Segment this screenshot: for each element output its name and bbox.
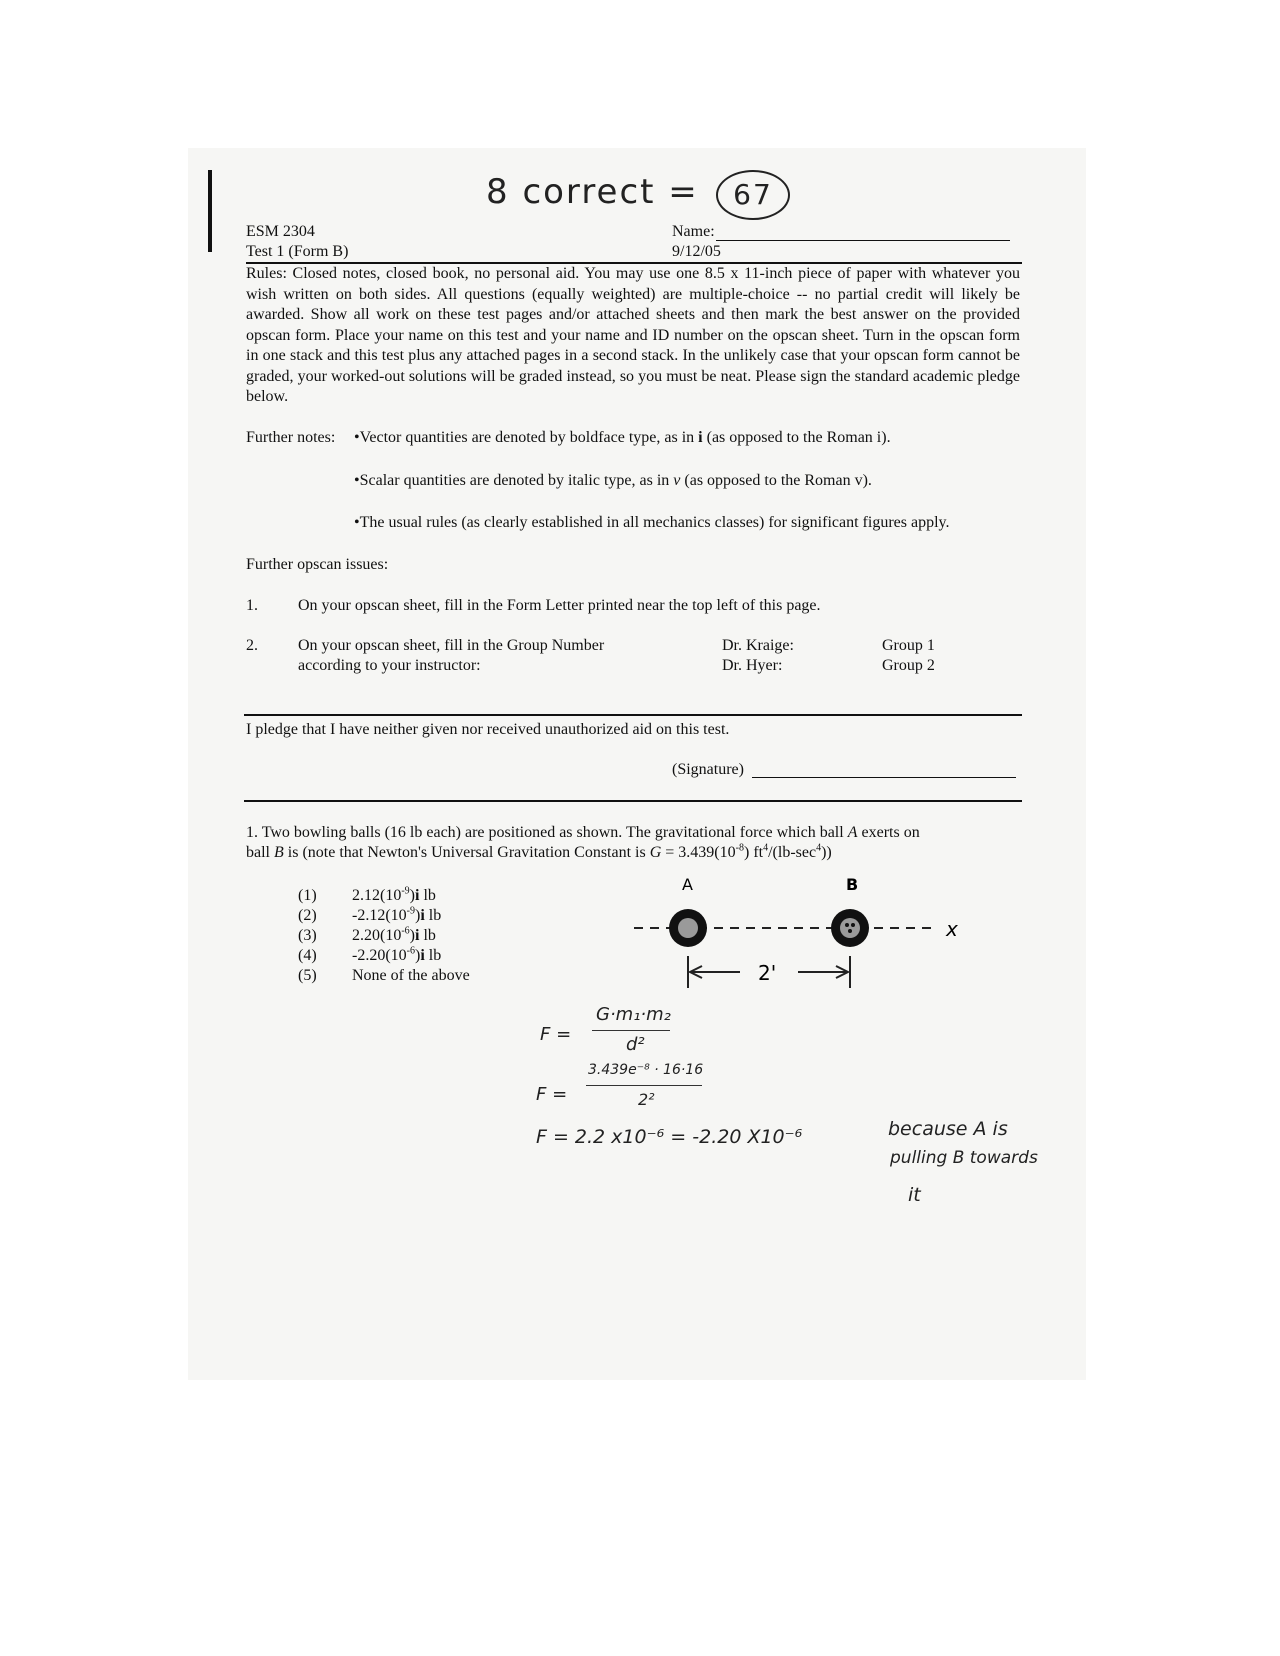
note-scalar-a: •Scalar quantities are denoted by italic type, as in [354,472,674,489]
course-code: ESM 2304 [246,223,315,240]
opscan-item1: On your opscan sheet, fill in the Form Letter printed near the top left of this page. [298,597,821,614]
signature-line [752,777,1016,778]
q1-line2-a: ball [246,844,274,861]
option-1-num: (1) [298,887,317,904]
diagram-label-b: B [846,875,859,894]
q1-exp-ft: 4 [763,842,769,854]
option-5: None of the above [352,967,470,984]
q1-line2-e: /(lb-sec [768,844,817,861]
test-form: Test 1 (Form B) [246,243,349,260]
option-3-num: (3) [298,927,317,944]
option-4: $-2.20(10^{-6})i$ lb [352,945,442,964]
opscan-item1-num: 1. [246,597,258,614]
q1-ball-a: A [847,824,858,841]
option-4-num: (4) [298,947,317,964]
option-1: $2.12(10^{-9})i$ lb [352,885,436,904]
notes-label: Further notes: [246,429,336,446]
q1-exp-sec: 4 [816,842,822,854]
opscan-item2-line2: according to your instructor: [298,657,481,674]
test-date: 9/12/05 [672,243,721,260]
grade-text: 8 correct = [486,172,699,212]
ball-a-highlight [678,918,698,938]
pledge-text: I pledge that I have neither given nor received unauthorized aid on this test. [246,721,730,738]
note-vector-b: (as opposed to the Roman i). [702,429,891,446]
option-5-num: (5) [298,967,317,984]
q1-line2-b: is (note that Newton's Universal Gravitation Constant is [283,844,650,861]
pledge-bottom-rule [244,800,1022,802]
work-f3: F = 2.2 x10⁻⁶ = -2.20 X10⁻⁶ [536,1126,803,1148]
pledge-top-rule [244,714,1022,716]
grade-score: 67 [733,178,773,211]
work-f2-lhs: F = [536,1084,568,1105]
q1-line2-c: = 3.439(10 [661,844,736,861]
margin-mark [208,170,212,252]
q1-exp-g: -8 [735,842,744,854]
work-note-line1: because A is [888,1118,1008,1140]
diagram-axis-label: x [946,917,958,941]
grade-score-circle [716,170,790,220]
note-scalar-symbol: v [673,472,681,489]
work-f1-numerator: G·m₁·m₂ [596,1004,671,1025]
q1-line2-f: )) [821,844,832,861]
option-3: $2.20(10^{-6})i$ lb [352,925,436,944]
ball-b-hole-2 [851,923,855,927]
q1-line1-a: 1. Two bowling balls (16 lb each) are positioned as shown. The gravitational force which ball [246,824,848,841]
q1-line2-d: ) ft [743,844,764,861]
ball-b-hole-3 [848,929,852,933]
group-1: Group 1 [882,637,935,654]
signature-label: (Signature) [672,761,744,778]
opscan-item2-num: 2. [246,637,258,654]
work-f2-bar [586,1085,702,1086]
q1-ball-b: B [274,844,284,861]
note-vector [354,428,891,448]
note-scalar [354,471,872,491]
opscan-item2-line1: On your opscan sheet, fill in the Group Number [298,637,605,654]
name-label: Name: [672,223,715,240]
work-f2-numerator: 3.439e⁻⁸ · 16·16 [588,1062,704,1078]
ball-b-highlight [840,918,860,938]
q1-line1 [246,823,920,843]
diagram-distance: 2' [758,961,777,985]
work-f2-denominator: 2² [638,1090,655,1109]
q1-line1-b: exerts on [857,824,920,841]
note-scalar-b: (as opposed to the Roman v). [680,472,872,489]
work-f1-denominator: d² [626,1034,645,1055]
diagram-label-a: A [682,875,693,894]
note-sigfig: •The usual rules (as clearly established in all mechanics classes) for significant figures apply. [354,514,950,531]
work-note-line3: it [908,1184,921,1206]
ball-b-hole-1 [845,923,849,927]
instructor-kraige: Dr. Kraige: [722,637,794,654]
name-line [716,240,1010,241]
work-note-line2: pulling B towards [890,1148,1038,1168]
note-vector-symbol: i [698,429,703,446]
q1-line2 [246,843,832,863]
rules-paragraph: Rules: Closed notes, closed book, no personal aid. You may use one 8.5 x 11-inch piece of paper with whatever you wish written on both sides. All questions (equally weighted) are multiple-choice -- no partial credit will likely be awarded. Show all work on these test pages and/or attached sheets and then mark the best answer on the provided opscan form. Place your name on this test and your name and ID number on the opscan sheet. Turn in the opscan form in one stack and this test plus any attached pages in a second stack. In the unlikely case that your opscan form cannot be graded, your worked-out solutions will be graded instead, so you must be neat. Please sign the standard academic pledge below. [246,265,1020,405]
option-2-num: (2) [298,907,317,924]
note-vector-a: •Vector quantities are denoted by boldface type, as in [354,429,699,446]
instructor-hyer: Dr. Hyer: [722,657,783,674]
opscan-label: Further opscan issues: [246,556,389,573]
bowling-ball-diagram [620,870,990,1020]
option-2: $-2.12(10^{-9})i$ lb [352,905,442,924]
q1-g-symbol: G [649,844,662,861]
group-2: Group 2 [882,657,935,674]
work-f1-bar [592,1030,670,1031]
work-f1-lhs: F = [540,1024,572,1045]
